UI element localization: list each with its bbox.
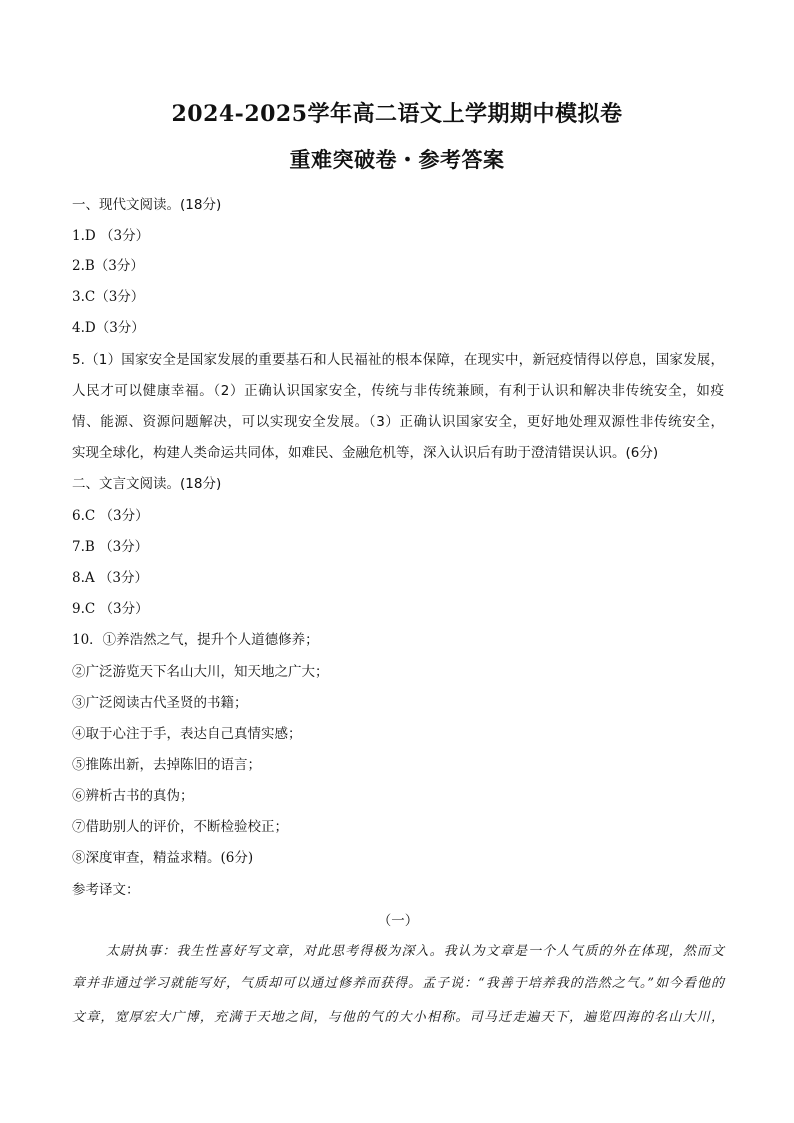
document-title: 2024-2025学年高二语文上学期期中模拟卷 [171, 101, 623, 127]
answer-4: 4.D（3分） [72, 320, 145, 336]
translation-line-3: 文章，宽厚宏大广博，充满于天地之间，与他的气的大小相称。司马迁走遍天下，遍览四海的名山大川， [72, 1010, 724, 1025]
answer-9: 9.C （3分） [72, 601, 149, 617]
answer-10-line-6: ⑥辨析古书的真伪； [72, 788, 194, 804]
answer-5-line-1: 5.（1）国家安全是国家发展的重要基石和人民福祉的根本保障，在现实中，新冠疫情得以停息，国家发展， [72, 352, 724, 368]
section-heading-modern-reading: 一、现代文阅读。(18分) [72, 197, 222, 213]
answer-10-line-2: ②广泛游览天下名山大川，知天地之广大； [72, 664, 329, 680]
answer-2: 2.B（3分） [72, 258, 144, 274]
answer-10-line-8: ⑧深度审查，精益求精。(6分) [72, 850, 254, 866]
answer-3: 3.C（3分） [72, 289, 145, 305]
translation-part-marker: （一） [377, 913, 419, 929]
answer-10-line-1: 10．①养浩然之气，提升个人道德修养； [72, 632, 319, 648]
answer-10-line-3: ③广泛阅读古代圣贤的书籍； [72, 695, 248, 711]
translation-line-2: 章并非通过学习就能写好，气质却可以通过修养而获得。孟子说：“我善于培养我的浩然之气。”如今看他的 [72, 976, 724, 991]
translation-label: 参考译文： [72, 882, 140, 898]
answer-5-line-4: 实现全球化，构建人类命运共同体，如难民、金融危机等，深入认识后有助于澄清错误认识。(6分) [72, 445, 659, 461]
answer-8: 8.A （3分） [72, 570, 149, 586]
document-subtitle: 重难突破卷・参考答案 [289, 148, 505, 172]
answer-6: 6.C （3分） [72, 508, 149, 524]
answer-7: 7.B （3分） [72, 539, 149, 555]
answer-5-line-2: 人民才可以健康幸福。（2）正确认识国家安全，传统与非传统兼顾，有利于认识和解决非传统安全，如疫 [72, 383, 724, 399]
answer-10-line-7: ⑦借助别人的评价，不断检验校正； [72, 819, 288, 835]
answer-10-line-4: ④取于心注于手，表达自己真情实感； [72, 726, 302, 742]
answer-5-line-3: 情、能源、资源问题解决，可以实现安全发展。（3）正确认识国家安全，更好地处理双源性非传统安全， [72, 414, 724, 430]
answer-1: 1.D （3分） [72, 228, 150, 244]
answer-10-line-5: ⑤推陈出新，去掉陈旧的语言； [72, 757, 261, 773]
section-heading-classical-reading: 二、文言文阅读。(18分) [72, 476, 222, 492]
translation-line-1: 太尉执事：我生性喜好写文章，对此思考得极为深入。我认为文章是一个人气质的外在体现，然而文 [106, 944, 724, 959]
